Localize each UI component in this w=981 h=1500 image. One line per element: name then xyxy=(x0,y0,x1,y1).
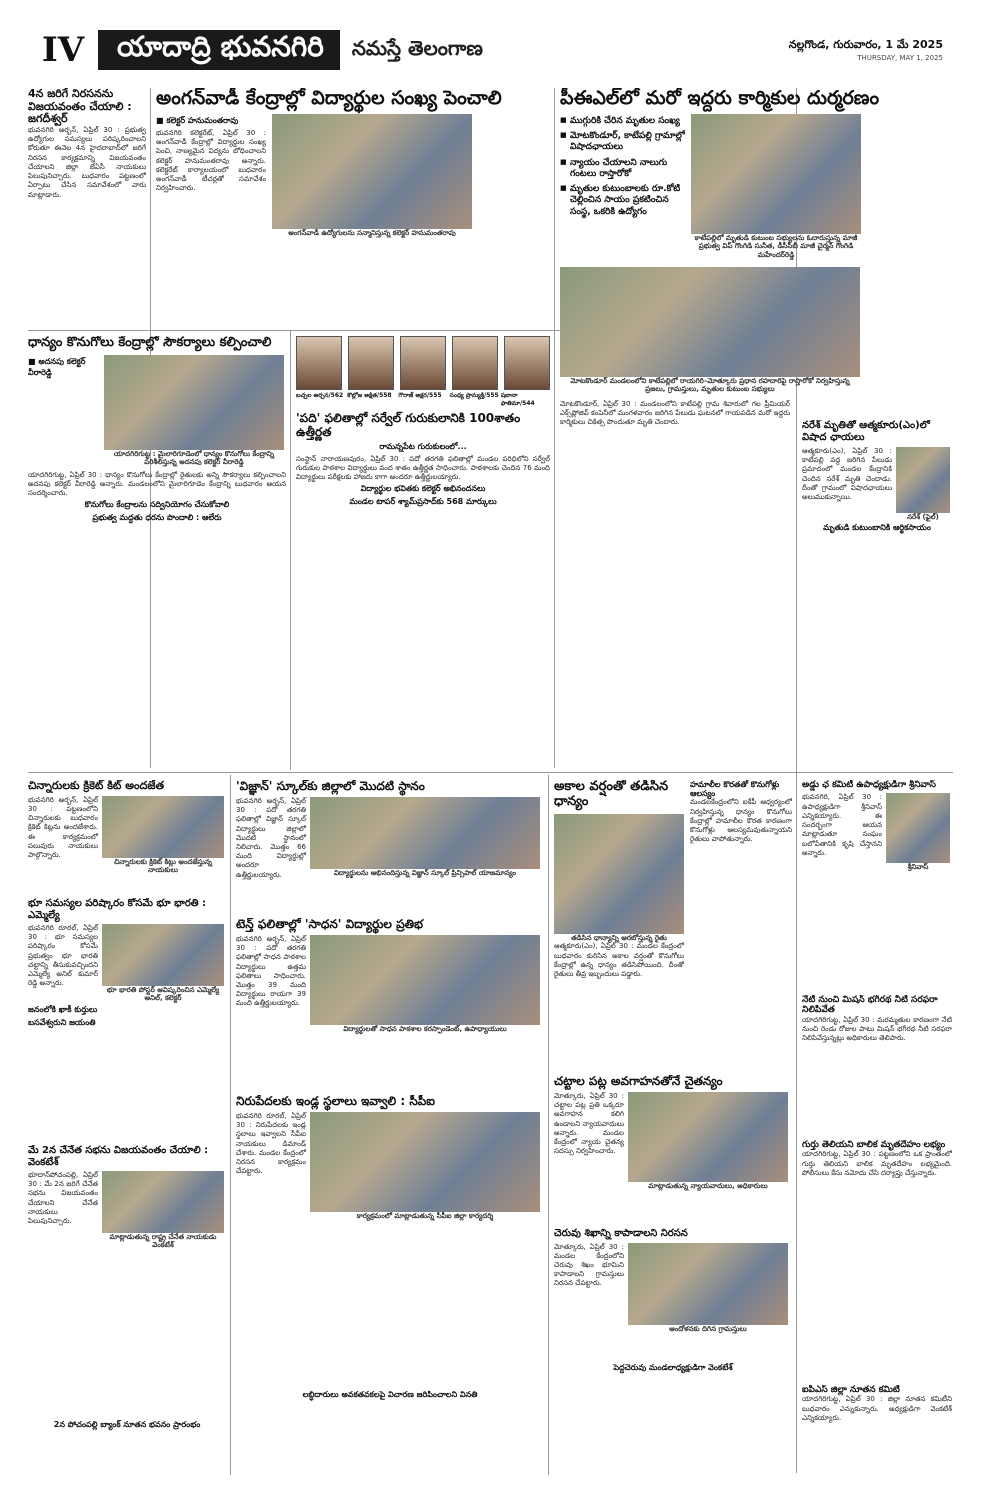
photo-caption: కార్యక్రమంలో మాట్లాడుతున్న సీపీఐ జిల్లా కార్యదర్శి xyxy=(356,1211,494,1220)
subheading: మృతుడి కుటుంబానికి ఆర్థికసాయం xyxy=(823,523,931,533)
sadhana-photo xyxy=(310,935,540,1025)
student-photo xyxy=(348,336,394,390)
photo-caption: ఆందోళనకు దిగిన గ్రామస్తులు xyxy=(669,1324,747,1333)
headline: టెన్త్ ఫలితాల్లో 'సాధన' విద్యార్థుల ప్రతిభ xyxy=(236,918,424,931)
story-body: భువనగిరి అర్బన్, ఏప్రిల్ 30 : పదో తరగతి ఫలితాల్లో విజ్ఞాన్ స్కూల్ విద్యార్థులు జిల్లాలో మొదటి స్థానంలో నిలిచారు. మొత్తం 66 మంది విద్యార్థుల్లో అందరూ ఉత్తీర్ణులయ్యారు. xyxy=(236,796,306,879)
headline: పీఈఎల్‌లో మరో ఇద్దరు కార్మికుల దుర్మరణం xyxy=(560,88,880,109)
story-rain xyxy=(554,780,684,1070)
srinivas-photo xyxy=(886,793,950,863)
story-cheruvu xyxy=(554,1228,792,1475)
cpi-photo xyxy=(310,1112,540,1212)
story-body: భువనగిరి అర్బన్, ఏప్రిల్ 30 : పట్టణంలోని చిన్నారులకు బుధవారం క్రికెట్ కిట్లను అందజేశారు. ఈ కార్యక్రమంలో పలువురు నాయకులు పాల్గొన్నారు. xyxy=(28,795,98,860)
subheading: ప్రభుత్వ మద్దతు ధరను పొందాలి : ఆలేరు xyxy=(92,513,222,523)
pel-photo-1 xyxy=(691,114,861,234)
story-body: మోత్కూరు, ఏప్రిల్ 30 : చట్టాల పట్ల ప్రతి ఒక్కరూ అవగాహన కలిగి ఉండాలని న్యాయవాదులు అన్నారు. మండల కేంద్రంలో న్యాయ చైతన్య సదస్సు నిర్వహించారు. xyxy=(554,1091,624,1156)
story-toppers xyxy=(296,336,550,768)
photo-caption: మాట్లాడుతున్న రాష్ట్ర చేనేత నాయకుడు వెంకటేశ్ xyxy=(109,1233,217,1250)
photo-caption: మాట్లాడుతున్న న్యాయవాదులు, అధికారులు xyxy=(648,1181,768,1190)
story-naresh xyxy=(802,420,952,770)
headline: అడ్డు ఛ కమిటీ ఉపాధ్యక్షుడిగా శ్రీనివాస్ xyxy=(802,780,936,790)
headline: 'పది' ఫలితాల్లో సర్వేల్ గురుకులానికి 100శాతం ఉత్తీర్ణత xyxy=(296,411,521,439)
subheading: లబ్ధిదారులు అవకతవకలపై విచారణ జరిపించాలని వినతి xyxy=(302,1390,478,1400)
headline: ధాన్యం కొనుగోలు కేంద్రాల్లో సౌకర్యాలు కల్పించాలి xyxy=(28,336,272,350)
highlight-item: ■ ముగ్గురికి చేరిన మృతుల సంఖ్య xyxy=(560,114,685,129)
column-rule xyxy=(548,775,549,1475)
headline: హమాలీల కొరతతో కొనుగోళ్లు ఆలస్యం xyxy=(690,780,780,799)
story-mayday xyxy=(28,1145,226,1475)
photo-caption: కాటేపల్లిలో మృతుడి కుటుంబ సభ్యులను ఓదారుస్తున్న మాజీ ప్రభుత్వ విప్ గొంగిడి సునీత, డీసీసీబీ మాజీ చైర్మన్ గొంగిడి మహేందర్‌రెడ్డి xyxy=(694,233,858,259)
story-water xyxy=(802,995,952,1135)
student-photo xyxy=(504,336,550,390)
district-title: యాదాద్రి భువనగిరి xyxy=(117,30,324,63)
subheading: రామన్నపేట గురుకులంలో... xyxy=(379,441,467,451)
story-chattalu xyxy=(554,1075,792,1220)
story-bhubharati xyxy=(28,898,226,1138)
story-body: భువనగిరి కలెక్టరేట్, ఏప్రిల్ 30 : అంగన్‌వాడీ కేంద్రాల్లో విద్యార్థుల సంఖ్య పెంచి, నాణ్యమైన విద్యను బోధించాలని కలెక్టర్ హనుమంతరావు అన్నారు. కలెక్టరేట్ కార్యాలయంలో బుధవారం అంగన్‌వాడీ టీచర్లతో సమావేశం నిర్వహించారు. xyxy=(156,128,266,193)
row-rule xyxy=(28,772,953,773)
story-body: భువనగిరి, ఏప్రిల్ 30 : ఉపాధ్యక్షుడిగా శ్రీనివాస్ ఎన్నికయ్యారు. ఈ సందర్భంగా ఆయన మాట్లాడుతూ సంఘం బలోపేతానికి కృషి చేస్తానని అన్నారు. xyxy=(802,793,882,857)
story-jagadeeshwar xyxy=(28,88,146,326)
headline: నేటి నుంచి మిషన్ భగీరథ నీటి సరఫరా నిలిపివేత xyxy=(802,995,938,1016)
story-body: యాదగిరిగుట్ట, ఏప్రిల్ 30 : పట్టణంలోని ఒక ప్రాంతంలో గుర్తు తెలియని బాలిక మృతదేహం లభ్యమైంది. పోలీసులు కేసు నమోదు చేసి దర్యాప్తు చేస్తున్నారు. xyxy=(802,1150,952,1177)
story-hamalis xyxy=(690,780,792,1070)
column-rule xyxy=(230,775,231,1475)
headline: అకాల వర్షంతో తడిసిన ధాన్యం xyxy=(554,780,669,809)
headline: ఐపీఎస్ జిల్లా నూతన కమిటీ xyxy=(802,1385,900,1395)
headline: చిన్నారులకు క్రికెట్ కిట్ అందజేత xyxy=(28,780,164,792)
highlight-item: ■ మృతుల కుటుంబాలకు రూ.కోటి చెల్లించిన సాయం ప్రకటించిన సంస్థ, ఒకరికి ఉద్యోగం xyxy=(560,182,685,220)
cricket-photo xyxy=(102,796,224,858)
subheading: విద్యార్థుల భవితకు కలెక్టర్ అభినందనలు xyxy=(360,484,486,494)
headline: నరేశ్ మృతితో ఆత్మకూరు(ఎం)లో విషాద ఛాయలు xyxy=(802,420,930,443)
subheading: మండల టాపర్ శ్యామ్‌ప్రసాద్‌కు 568 మార్కులు xyxy=(349,497,497,507)
bhubharati-photo xyxy=(102,924,224,986)
masthead xyxy=(28,30,953,70)
photo-caption: అంగన్‌వాడీ ఉద్యోగులను సన్మానిస్తున్న కలెక్టర్ హనుమంతరావు xyxy=(288,228,456,237)
mayday-photo xyxy=(102,1171,224,1233)
student-photo xyxy=(400,336,446,390)
student-name: షబానా ఫాతిమా/544 xyxy=(500,392,535,407)
naresh-photo xyxy=(896,447,950,513)
student-name: కొల్లోజ అక్షిత/558 xyxy=(347,392,392,399)
photo-caption: భూ భారతి పోస్టర్ ఆవిష్కరించిన ఎమ్మెల్యే అనిల్, కలెక్టర్ xyxy=(106,986,220,1003)
story-body: భువనగిరి రూరల్, ఏప్రిల్ 30 : నిరుపేదలకు ఇండ్ల స్థలాలు ఇవ్వాలని సీపీఐ నాయకులు డిమాండ్ చేశారు. మండల కేంద్రంలో నిరసన కార్యక్రమం చేపట్టారు. xyxy=(236,1111,306,1176)
headline: మే 2న చేనేత సభను విజయవంతం చేయాలి : వెంకటేశ్ xyxy=(28,1145,209,1168)
student-photo xyxy=(452,336,498,390)
story-body: ఆత్మకూరు(ఎం), ఏప్రిల్ 30 : కాటేపల్లి వద్ద జరిగిన పేలుడు ప్రమాదంలో మండల కేంద్రానికి చెందిన నరేశ్ మృతి చెందాడు. దీంతో గ్రామంలో విషాదఛాయలు అలుముకున్నాయి. xyxy=(802,447,892,502)
story-body: ఆత్మకూరు(ఎం), ఏప్రిల్ 30 : మండల కేంద్రంలో బుధవారం కురిసిన అకాల వర్షంతో కొనుగోలు కేంద్రాల్లో ఉన్న ధాన్యం తడిసిపోయింది. దీంతో రైతులు తీవ్ర ఇబ్బందులు పడ్డారు. xyxy=(554,942,684,978)
student-name: గౌరాజ్ అక్షర/555 xyxy=(398,392,442,399)
vignan-photo xyxy=(310,797,540,869)
page-number: IV xyxy=(28,30,101,70)
story-body: యాదగిరిగుట్ట, ఏప్రిల్ 30 : ధాన్యం కొనుగోలు కేంద్రాల్లో రైతులకు అన్ని సౌకర్యాలు కల్పించాలని అదనపు కలెక్టర్ వీరారెడ్డి అన్నారు. మండలంలోని మైలారిగూడెం కేంద్రాన్ని బుధవారం ఆయన సందర్శించారు. xyxy=(28,470,286,498)
byline: ■ కలెక్టర్ హనుమంతరావు xyxy=(156,115,239,125)
story-body: మండలకేంద్రంలోని ఐకేపీ ఆధ్వర్యంలో నిర్వహిస్తున్న ధాన్యం కొనుగోలు కేంద్రాల్లో హమాలీల కొరత కారణంగా కొనుగోళ్లు ఆలస్యమవుతున్నాయని రైతులు వాపోతున్నారు. xyxy=(690,798,792,844)
chattalu-photo xyxy=(628,1092,788,1182)
highlight-item: ■ న్యాయం చేయాలని నాలుగు గంటలు రాస్తారోకో xyxy=(560,156,685,183)
story-cricket xyxy=(28,780,226,890)
story-anganwadi xyxy=(156,88,550,326)
headline: నిరుపేదలకు ఇండ్ల స్థలాలు ఇవ్వాలి : సీపీఐ xyxy=(236,1095,436,1108)
date-english: THURSDAY, MAY 1, 2025 xyxy=(857,54,943,62)
story-body: భువనగిరి అర్బన్, ఏప్రిల్ 30 : ప్రభుత్వ ఉద్యోగుల సమస్యలు పరిష్కరించాలని కోరుతూ ఈనెల 4న హైదరాబాద్‌లో జరిగే నిరసన కార్యక్రమాన్ని విజయవంతం చేయాలని జిల్లా జేఏసీ నాయకులు పిలుపునిచ్చారు. బుధవారం పట్టణంలో ఏర్పాటు చేసిన సమావేశంలో వారు మాట్లాడారు. xyxy=(28,125,146,199)
byline: ■ అదనపు కలెక్టర్ వీరారెడ్డి xyxy=(28,356,86,377)
story-committee xyxy=(802,1385,952,1475)
story-srinivas xyxy=(802,780,952,990)
photo-caption: విద్యార్థులతో సాధన పాఠశాల కరస్పాండెంట్, ఉపాధ్యాయులు xyxy=(343,1024,507,1033)
highlight-item: ■ మోటకొండూర్, కాటేపల్లి గ్రామాల్లో విషాదఛాయలు xyxy=(560,129,685,156)
topper-photos xyxy=(296,336,550,390)
column-rule xyxy=(290,330,291,770)
dhanyam-photo xyxy=(104,355,284,450)
photo-caption: నరేశ్ (ఫైల్) xyxy=(907,513,939,521)
date-telugu: నల్లగొండ, గురువారం, 1 మే 2025 xyxy=(788,38,943,51)
story-body: భువనగిరి అర్బన్, ఏప్రిల్ 30 : పదో తరగతి ఫలితాల్లో సాధన పాఠశాల విద్యార్థులు ఉత్తమ ఫలితాలు సాధించారు. మొత్తం 39 మంది విద్యార్థులు రాయగా 39 మంది ఉత్తీర్ణులయ్యారు. xyxy=(236,934,306,1008)
headline: చట్టాల పట్ల అవగాహనతోనే చైతన్యం xyxy=(554,1075,723,1088)
story-body: యాదగిరిగుట్ట, ఏప్రిల్ 30 : జిల్లా నూతన కమిటీని బుధవారం ఎన్నుకున్నారు. అధ్యక్షుడిగా వెంకటేశ్ ఎన్నికయ్యారు. xyxy=(802,1395,952,1422)
photo-caption: విద్యార్థులను అభినందిస్తున్న విజ్ఞాన్ స్కూల్ ప్రిన్సిపాల్ యాజమాన్యం xyxy=(333,868,517,877)
paper-name: నమస్తే తెలంగాణ xyxy=(340,30,779,70)
story-girl xyxy=(802,1140,952,1380)
headline: 4న జరిగే నిరసనను విజయవంతం చేయాలి : జగదీశ్వర్ xyxy=(28,88,132,126)
story-body: సంస్థాన్ నారాయణపురం, ఏప్రిల్ 30 : పదో తరగతి ఫలితాల్లో మండల పరిధిలోని సర్వేల్ గురుకుల పాఠశాల విద్యార్థులు వంద శాతం ఉత్తీర్ణత సాధించారు. పాఠశాలకు చెందిన 76 మంది విద్యార్థులు పరీక్షలకు హాజరు కాగా అందరూ ఉత్తీర్ణులయ్యారు. xyxy=(296,454,550,482)
subheading: జనంలోకి ఖాకీ కుర్తులు xyxy=(28,1004,98,1014)
story-body: యాదగిరిగుట్ట, ఏప్రిల్ 30 : మరమ్మతుల కారణంగా నేటి నుంచి రెండు రోజుల పాటు మిషన్ భగీరథ నీటి సరఫరా నిలిపివేస్తున్నట్లు అధికారులు తెలిపారు. xyxy=(802,1015,952,1043)
headline: చెరువు శిఖాన్ని కాపాడాలని నిరసన xyxy=(554,1228,688,1239)
column-rule xyxy=(554,88,555,768)
story-body: మోత్కూరు, ఏప్రిల్ 30 : మండల కేంద్రంలోని చెరువు శిఖం భూమిని కాపాడాలని గ్రామస్తులు నిరసన చేపట్టారు. xyxy=(554,1242,624,1288)
pel-photo-2 xyxy=(560,267,860,377)
rain-photo xyxy=(554,814,684,934)
headline: అంగన్‌వాడీ కేంద్రాల్లో విద్యార్థుల సంఖ్య పెంచాలి xyxy=(156,88,502,109)
highlights-list xyxy=(560,114,685,220)
student-name: బచ్చల అర్చన/562 xyxy=(296,392,344,399)
headline: 'విజ్ఞాన్' స్కూల్‌కు జిల్లాలో మొదటి స్థానం xyxy=(236,780,425,793)
photo-caption: చిన్నారులకు క్రికెట్ కిట్లు అందజేస్తున్న నాయకులు xyxy=(114,857,212,875)
story-vignan xyxy=(236,780,544,910)
photo-caption: యాదగిరిగుట్ట : మైలారిగూడెంలో ధాన్యం కొనుగోలు కేంద్రాన్ని పరిశీలిస్తున్న అదనపు కలెక్టర్ వీరారెడ్డి xyxy=(113,449,275,467)
student-photo xyxy=(296,336,342,390)
story-sadhana xyxy=(236,918,544,1086)
cheruvu-photo xyxy=(628,1243,788,1325)
subheading: కొనుగోలు కేంద్రాలను సద్వినియోగం చేసుకోవాలి xyxy=(84,500,230,510)
headline: భూ సమస్యల పరిష్కారం కోసమే భూ భారతి : ఎమ్మెల్యే xyxy=(28,898,207,921)
story-body: మోటకొండూర్, ఏప్రిల్ 30 : మండలంలోని కాటేపల్లి గ్రామ శివారులో గల ప్రీమియర్ ఎక్స్‌ప్లోజివ్ కంపెనీలో మంగళవారం జరిగిన పేలుడు ఘటనలో గాయపడిన మరో ఇద్దరు కార్మికులు చికిత్స పొందుతూ మృతి చెందారు. xyxy=(560,399,790,427)
student-name: సంధ్య ప్రాన్యుక్తి/555 xyxy=(449,392,499,399)
subheading: బసవేశ్వరుని జయంతి xyxy=(28,1017,96,1027)
anganwadi-photo xyxy=(272,114,472,229)
story-body: భూదాన్‌పోచంపల్లి, ఏప్రిల్ 30 : మే 2న జరిగే చేనేత సభను విజయవంతం చేయాలని చేనేత నాయకులు పిలుపునిచ్చారు. xyxy=(28,1171,98,1226)
headline: గుర్తు తెలియని బాలిక మృతదేహం లభ్యం xyxy=(802,1140,946,1150)
subheading: 2న పోచంపల్లి బ్యాంక్ నూతన భవనం ప్రారంభం xyxy=(53,1419,201,1429)
photo-caption: మోటకొండూర్ మండలంలోని కాటేపల్లిలో రాయగిరి–మోత్కూరు ప్రధాన రహదారిపై రాస్తారోకో నిర్వహిస్తున్న ప్రజలు, గ్రామస్తులు, మృతుల కుటుంబ సభ్యులు xyxy=(570,377,850,394)
story-dhanyam xyxy=(28,336,286,768)
subheading: పెద్దచెరువు మండలాధ్యక్షుడిగా వెంకటేశ్ xyxy=(613,1362,733,1372)
story-cpi xyxy=(236,1095,544,1475)
photo-caption: శ్రీనివాస్ xyxy=(907,863,929,872)
photo-caption: తడిసిన ధాన్యాన్ని ఆరబోస్తున్న రైతు xyxy=(571,933,667,942)
story-body: భువనగిరి రూరల్, ఏప్రిల్ 30 : భూ సమస్యల పరిష్కారం కోసమే ప్రభుత్వం భూ భారతి చట్టాన్ని తీసుకువచ్చిందని ఎమ్మెల్యే అనిల్ కుమార్ రెడ్డి అన్నారు. xyxy=(28,924,98,988)
date-block xyxy=(779,30,953,70)
